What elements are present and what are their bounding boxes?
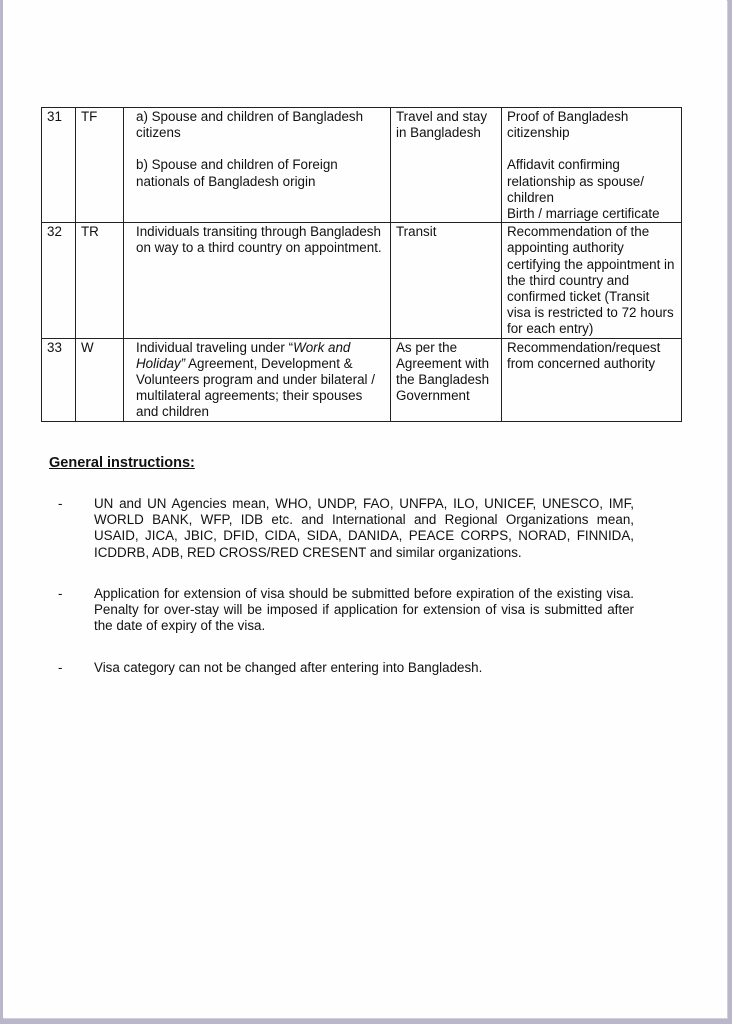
documents-cell (502, 108, 682, 223)
eligibility-text-post: Agreement, Development & Volunteers program and under bilateral / multilateral agreements; their spouses and children (136, 355, 375, 420)
eligibility-a: a) Spouse and children of Bangladesh citizens (136, 109, 364, 141)
documents-a: Proof of Bangladesh citizenship (507, 109, 629, 141)
eligibility-cell: Individuals transiting through Bangladesh on way to a third country on appointment. (124, 223, 391, 338)
purpose-cell: As per the Agreement with the Bangladesh Government (391, 338, 502, 421)
eligibility-text-italic: Work and Holiday” (136, 339, 351, 371)
visa-code: W (76, 338, 124, 421)
instruction-text: Visa category can not be changed after entering into Bangladesh. (94, 660, 483, 675)
documents-c: Birth / marriage certificate (507, 206, 660, 222)
purpose-cell: Transit (391, 223, 502, 338)
table-row (42, 108, 682, 223)
eligibility-cell (124, 108, 391, 223)
visa-category-table (41, 107, 682, 422)
instruction-text: Application for extension of visa should be submitted before expiration of the existing visa. Penalty for over-stay will be imposed if application for extension of visa is submitted after the date of expiry of the visa. (94, 586, 634, 634)
documents-cell: Recommendation of the appointing authority certifying the appointment in the third country and confirmed ticket (Transit visa is restricted to 72 hours for each entry) (502, 223, 682, 338)
documents-b: Affidavit confirming relationship as spouse/ children (507, 157, 644, 205)
eligibility-b: b) Spouse and children of Foreign nationals of Bangladesh origin (136, 157, 338, 189)
purpose-cell: Travel and stay in Bangladesh (391, 108, 502, 223)
eligibility-cell (124, 338, 391, 421)
bullet-dash: - (58, 586, 63, 601)
documents-cell: Recommendation/request from concerned authority (502, 338, 682, 421)
table-row (42, 223, 682, 338)
document-page (3, 0, 727, 1018)
visa-code: TR (76, 223, 124, 338)
bullet-dash: - (58, 660, 63, 675)
row-number: 31 (42, 108, 76, 223)
table-row (42, 338, 682, 421)
visa-code: TF (76, 108, 124, 223)
general-instructions-heading: General instructions: (49, 455, 195, 471)
row-number: 33 (42, 338, 76, 421)
eligibility-text-pre: Individual traveling under “ (136, 339, 294, 355)
row-number: 32 (42, 223, 76, 338)
bullet-dash: - (58, 496, 63, 511)
instruction-text: UN and UN Agencies mean, WHO, UNDP, FAO, UNFPA, ILO, UNICEF, UNESCO, IMF, WORLD BANK, WFP, IDB etc. and International and Regional Organizations mean, USAID, JICA, JBIC, DFID, CIDA, SIDA, DANIDA, PEACE CORPS, NORAD, FINNIDA, ICDDRB, ADB, RED CROSS/RED CRESENT and similar organizations. (94, 496, 634, 560)
